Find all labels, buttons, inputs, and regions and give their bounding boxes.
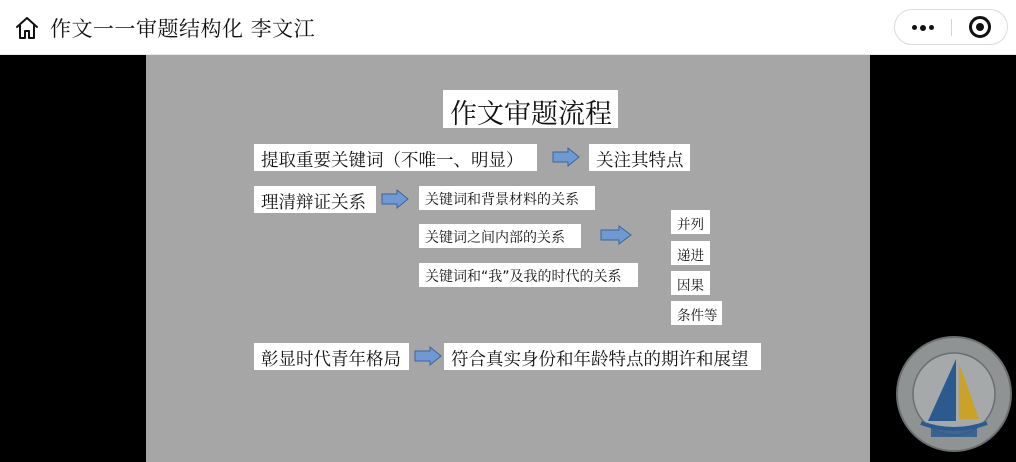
relation-item: 关键词和背景材料的关系 [419,186,595,210]
more-icon [912,25,917,30]
close-button[interactable] [952,10,1008,44]
capsule-menu [894,9,1008,45]
relation-item: 关键词之间内部的关系 [419,224,581,248]
top-bar [0,0,1016,55]
relation-type: 因果 [671,271,710,295]
arrow-right-icon [600,225,632,245]
relation-type: 条件等 [671,301,722,325]
step3-label: 彰显时代青年格局 [254,343,409,370]
step1-result: 关注其特点 [589,144,690,171]
step3-result: 符合真实身份和年龄特点的期许和展望 [444,343,761,370]
school-emblem-icon [895,335,1013,453]
home-icon[interactable] [14,15,40,41]
relation-type: 递进 [671,241,710,265]
video-area[interactable] [0,55,1016,462]
step1-label: 提取重要关键词（不唯一、明显） [254,144,537,171]
arrow-right-icon [552,147,580,167]
page-title: 作文一一审题结构化 李文江 [50,17,316,41]
arrow-right-icon [381,189,409,209]
relation-item: 关键词和“我”及我的时代的关系 [419,263,638,287]
slide-title: 作文审题流程 [443,90,618,128]
relation-type: 并列 [671,210,710,234]
step2-label: 理清辩证关系 [254,186,376,213]
slide [146,55,870,462]
more-button[interactable] [895,10,951,44]
arrow-right-icon [414,346,442,366]
